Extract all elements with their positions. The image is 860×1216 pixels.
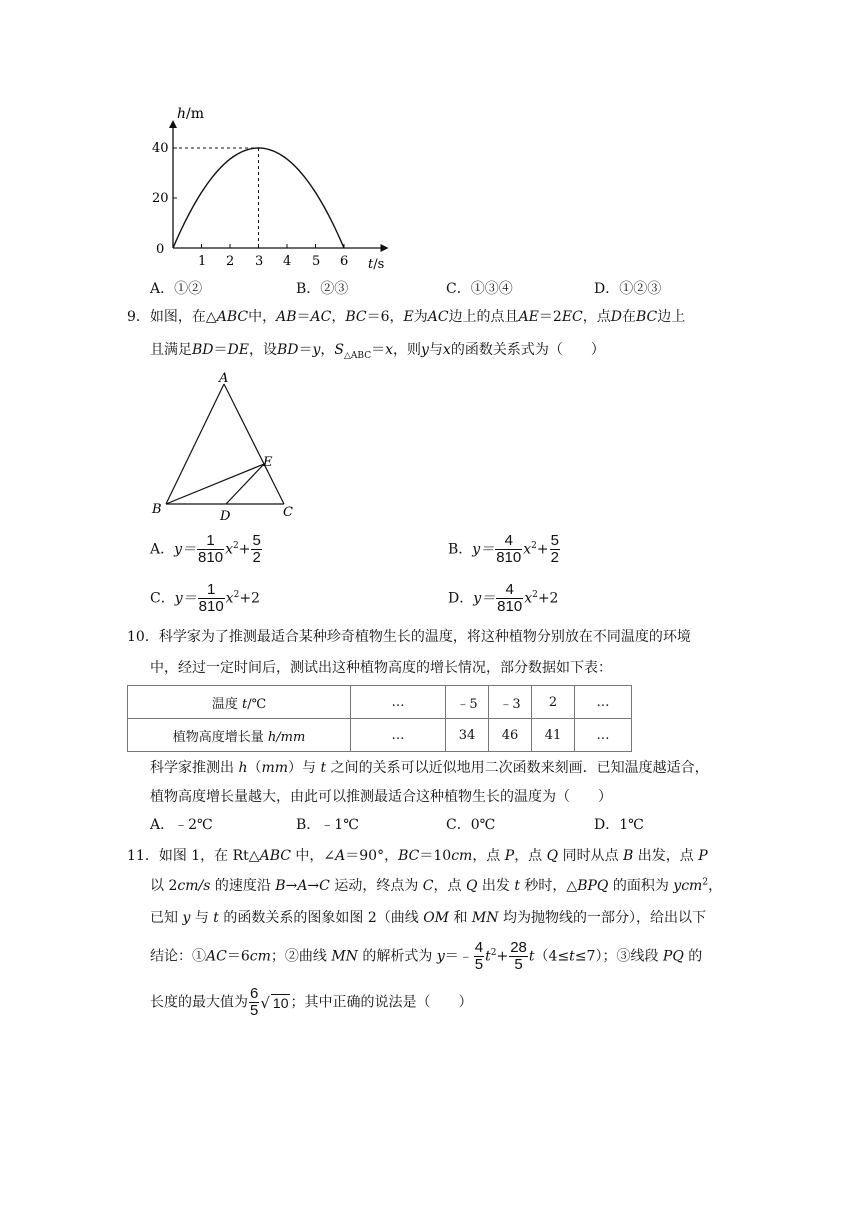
q10-stem-line-3: 科学家推测出 h（mm）与 t 之间的关系可以近似地用二次函数来刻画．已知温度越适合， bbox=[150, 760, 709, 776]
y-axis-arrow bbox=[169, 120, 177, 128]
table-cell: … bbox=[575, 719, 632, 752]
vertex-label-a: A bbox=[219, 371, 229, 386]
q11-stem-line-4: 结论：①AC＝6cm；②曲线 MN 的解析式为 y＝﹣ $\frac{4}{5}$ $t^2+$ $\frac{28}{5}$ t（4≤t≤7）；③线段 PQ 的 bbox=[150, 939, 703, 973]
q10-stem-line-1: 10．科学家为了推测最适合某种珍奇植物生长的温度，将这种植物分别放在不同温度的环境 bbox=[127, 629, 691, 645]
fraction: $\frac{6}{5}$ bbox=[250, 985, 259, 1019]
fraction: $\frac{1}{810}$ bbox=[198, 581, 224, 615]
option-label: A． bbox=[150, 281, 175, 297]
option-text: ①②③ bbox=[619, 281, 662, 297]
x-axis-arrow bbox=[381, 244, 389, 252]
q9-option-b[interactable]: B．y＝ $\frac{4}{810}$ $x^2+$ $\frac{5}{2}$ bbox=[448, 532, 559, 566]
side-ab bbox=[166, 384, 224, 504]
q9-stem-line-1: 9．如图，在△ABC中，AB＝AC，BC＝6，E为AC边上的点且AE＝2EC，点D在BC边上 bbox=[127, 309, 686, 325]
segment-be bbox=[166, 464, 264, 504]
q9-option-d[interactable]: D．y＝ $\frac{4}{810}$ $x^2+2$ bbox=[448, 581, 559, 615]
option-label: D． bbox=[594, 281, 620, 297]
vertex-label-b: B bbox=[152, 502, 162, 517]
x-tick-1: 1 bbox=[198, 254, 207, 269]
fraction: $\frac{1}{810}$ bbox=[198, 532, 224, 566]
vertex-label-d: D bbox=[220, 509, 231, 524]
q11-stem-line-1: 11．如图 1，在 Rt△ABC 中，∠A＝90°，BC＝10cm，点 P，点 Q 同时从点 B 出发，点 P bbox=[127, 848, 708, 864]
radicand: 10 bbox=[272, 995, 289, 1011]
table-cell: … bbox=[351, 719, 446, 752]
x-tick-6: 6 bbox=[340, 254, 349, 269]
fraction: $\frac{28}{5}$ bbox=[510, 939, 527, 973]
table-header-cell: 温度 t/℃ bbox=[128, 686, 351, 719]
y-axis-label: h/m bbox=[177, 106, 205, 122]
table-row bbox=[128, 719, 632, 752]
table-cell: 46 bbox=[489, 719, 532, 752]
fraction: $\frac{5}{2}$ bbox=[550, 532, 559, 566]
x-tick-2: 2 bbox=[226, 254, 235, 269]
y-tick-20: 20 bbox=[152, 191, 169, 206]
y-tick-40: 40 bbox=[152, 141, 169, 156]
option-label: C． bbox=[446, 281, 471, 297]
table-cell: … bbox=[575, 686, 632, 719]
chart-curve bbox=[173, 148, 344, 248]
q11-stem-line-3: 已知 y 与 t 的函数关系的图象如图 2（曲线 OM 和 MN 均为抛物线的一部分），给出以下 bbox=[150, 910, 706, 926]
table-cell: 2 bbox=[532, 686, 575, 719]
table-cell: 34 bbox=[446, 719, 489, 752]
q11-stem-line-5: 长度的最大值为 $\frac{6}{5}$ √ 10 ；其中正确的说法是（ ） bbox=[150, 985, 473, 1019]
fraction: $\frac{4}{810}$ bbox=[496, 532, 522, 566]
table-cell: … bbox=[351, 686, 446, 719]
side-ac bbox=[224, 384, 284, 504]
table-cell: ﹣5 bbox=[446, 686, 489, 719]
q10-option-b[interactable]: B．﹣1℃ bbox=[296, 817, 359, 833]
x-tick-4: 4 bbox=[283, 254, 292, 269]
x-tick-3: 3 bbox=[255, 254, 264, 269]
table-cell: 41 bbox=[532, 719, 575, 752]
chart-axes bbox=[169, 120, 389, 252]
vertex-label-e: E bbox=[263, 455, 273, 470]
fraction: $\frac{5}{2}$ bbox=[252, 532, 261, 566]
table-cell: ﹣3 bbox=[489, 686, 532, 719]
q10-option-c[interactable]: C．0℃ bbox=[446, 817, 496, 833]
q11-stem-line-2: 以 2cm/s 的速度沿 B→A→C 运动，终点为 C，点 Q 出发 t 秒时，△BPQ 的面积为 ycm$^2$， bbox=[150, 877, 723, 894]
y-tick-0: 0 bbox=[156, 242, 165, 257]
q10-stem-line-2: 中，经过一定时间后，测试出这种植物高度的增长情况，部分数据如下表： bbox=[150, 660, 612, 676]
option-text: ①② bbox=[174, 281, 203, 297]
option-text: ②③ bbox=[320, 281, 349, 297]
q9-option-c[interactable]: C．y＝ $\frac{1}{810}$ $x^2+2$ bbox=[150, 581, 260, 615]
q9-triangle-figure bbox=[145, 370, 305, 525]
q8-height-time-chart bbox=[140, 100, 400, 270]
option-text: ①③④ bbox=[470, 281, 513, 297]
fraction: $\frac{4}{810}$ bbox=[497, 581, 523, 615]
option-label: B． bbox=[296, 281, 321, 297]
table-header-cell: 植物高度增长量 h/mm bbox=[128, 719, 351, 752]
fraction: $\frac{4}{5}$ bbox=[474, 939, 484, 973]
vertex-label-c: C bbox=[283, 505, 293, 520]
q10-option-a[interactable]: A．﹣2℃ bbox=[150, 817, 213, 833]
sqrt-sign: √ bbox=[260, 993, 270, 1012]
q10-option-d[interactable]: D．1℃ bbox=[594, 817, 644, 833]
q10-stem-line-4: 植物高度增长量越大，由此可以推测最适合这种植物生长的温度为（ ） bbox=[150, 789, 612, 805]
x-tick-5: 5 bbox=[312, 254, 321, 269]
q9-stem-line-2: 且满足BD＝DE，设BD＝y，$S_{\triangle ABC}=x$，则y与x的函数关系式为（ ） bbox=[150, 342, 605, 361]
segment-de bbox=[226, 464, 264, 504]
q10-data-table bbox=[127, 685, 632, 752]
q8-option-c[interactable] bbox=[446, 279, 513, 299]
x-axis-label: t/s bbox=[368, 257, 385, 270]
q8-option-a[interactable] bbox=[150, 279, 202, 299]
q8-option-d[interactable] bbox=[594, 279, 661, 299]
table-row bbox=[128, 686, 632, 719]
q8-option-b[interactable] bbox=[296, 279, 348, 299]
q9-option-a[interactable]: A．y＝ $\frac{1}{810}$ $x^2+$ $\frac{5}{2}$ bbox=[150, 532, 261, 566]
